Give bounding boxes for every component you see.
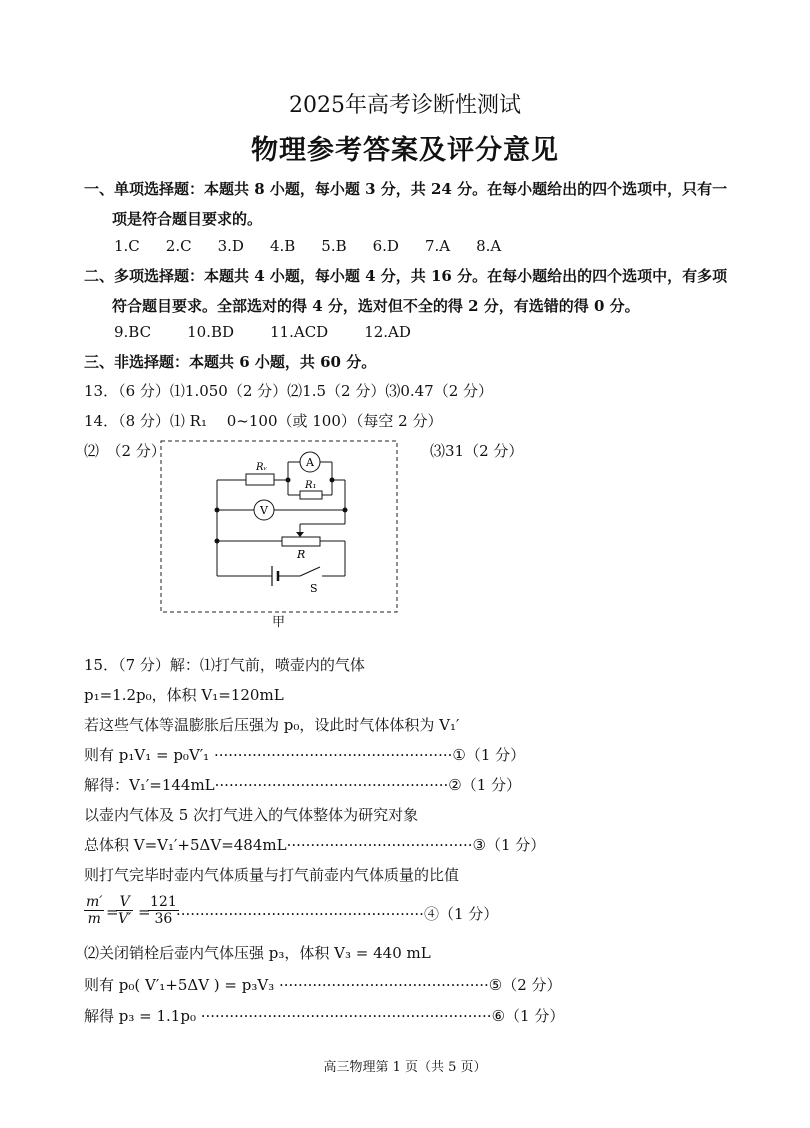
answer-item: 3.D <box>217 237 244 255</box>
answer-item: 7.A <box>424 237 451 255</box>
slider-arrowhead <box>296 532 304 537</box>
resistor-rv <box>246 474 274 485</box>
fraction-m: $\frac{m'}{m}$ <box>86 894 103 927</box>
q15-line: 若这些气体等温膨胀后压强为 p₀，设此时气体体积为 V₁′ <box>84 716 460 734</box>
answer-item: 1.C <box>114 237 140 255</box>
q15-line: 则打气完毕时壶内气体质量与打气前壶内气体质量的比值 <box>84 866 460 884</box>
q15-line: ⑵关闭销栓后壶内气体压强 p₃，体积 V₃ = 440 mL <box>84 944 431 962</box>
fraction-v: $\frac{V}{V'}$ <box>118 894 132 927</box>
equals-sign: = <box>138 903 151 921</box>
node <box>286 478 291 483</box>
q15-line: 则有 p₀( V′₁+5ΔV ) = p₃V₃ ············································⑤（2 分） <box>84 976 562 994</box>
rheostat-r <box>282 537 320 546</box>
q15-line: p₁=1.2p₀，体积 V₁=120mL <box>84 686 284 704</box>
section1-heading-cont: 项是符合题目要求的。 <box>112 210 263 228</box>
answer-item: 5.B <box>321 237 347 255</box>
resistor-r1 <box>300 491 322 499</box>
q15-line: 则有 p₁V₁ = p₀V′₁ ··················································①（1 分） <box>84 746 526 764</box>
q15-line-tail: ····················································④（1 分） <box>176 905 499 923</box>
answer-item: 12.AD <box>364 323 411 341</box>
section1-answers <box>114 237 527 255</box>
switch-blade <box>300 567 320 576</box>
circuit-diagram <box>160 440 400 615</box>
page-footer: 高三物理第 1 页（共 5 页） <box>323 1060 487 1075</box>
q13-answer: 13．（6 分）⑴1.050（2 分）⑵1.5（2 分）⑶0.47（2 分） <box>84 382 494 400</box>
answer-item: 8.A <box>476 237 502 255</box>
node <box>215 539 220 544</box>
q15-line: 总体积 V=V₁′+5ΔV=484mL·······································③（1 分） <box>84 836 546 854</box>
answer-item: 2.C <box>165 237 192 255</box>
ammeter-label: A <box>306 456 314 469</box>
switch-label: S <box>310 582 318 595</box>
section2-heading-cont: 符合题目要求。全部选对的得 4 分，选对但不全的得 2 分，有选错的得 0 分。 <box>112 297 640 315</box>
answer-item: 11.ACD <box>270 323 329 341</box>
q15-line: 15．（7 分）解：⑴打气前，喷壶内的气体 <box>84 656 365 674</box>
rv-label: Rᵥ <box>256 462 268 473</box>
section2-answers <box>114 323 437 341</box>
section3-heading: 三、非选择题：本题共 6 小题，共 60 分。 <box>84 353 377 371</box>
exam-title: 2025年高考诊断性测试 <box>289 93 521 118</box>
r1-label: R₁ <box>305 480 317 491</box>
q14-answer-part2: ⑵ （2 分） <box>84 442 166 460</box>
r-label: R <box>297 548 306 561</box>
figure-caption: 甲 <box>272 615 286 630</box>
q14-answer-part3: ⑶31（2 分） <box>430 442 524 460</box>
fraction-ratio: $\frac{121}{36}$ <box>150 894 177 927</box>
section2-heading: 二、多项选择题：本题共 4 小题，每小题 4 分，共 16 分。在每小题给出的四个选项中，有多项 <box>84 267 728 285</box>
q15-line: 以壶内气体及 5 次打气进入的气体整体为研究对象 <box>84 806 419 824</box>
answer-item: 6.D <box>372 237 399 255</box>
answer-item: 4.B <box>269 237 296 255</box>
diagram-frame <box>161 441 397 612</box>
page-title: 物理参考答案及评分意见 <box>251 135 559 166</box>
q15-line: 解得：V₁′=144mL·················································②（1 分） <box>84 776 522 794</box>
answer-item: 10.BD <box>187 323 234 341</box>
equals-sign: = <box>106 903 119 921</box>
answer-item: 9.BC <box>114 323 152 341</box>
voltmeter-label: V <box>260 504 268 517</box>
section1-heading: 一、单项选择题：本题共 8 小题，每小题 3 分，共 24 分。在每小题给出的四个选项中，只有一 <box>84 180 728 198</box>
q14-answer-part1: 14．（8 分）⑴ R₁ 0~100（或 100）（每空 2 分） <box>84 412 443 430</box>
q15-line: 解得 p₃ = 1.1p₀ ·····························································⑥（1 分） <box>84 1007 565 1025</box>
